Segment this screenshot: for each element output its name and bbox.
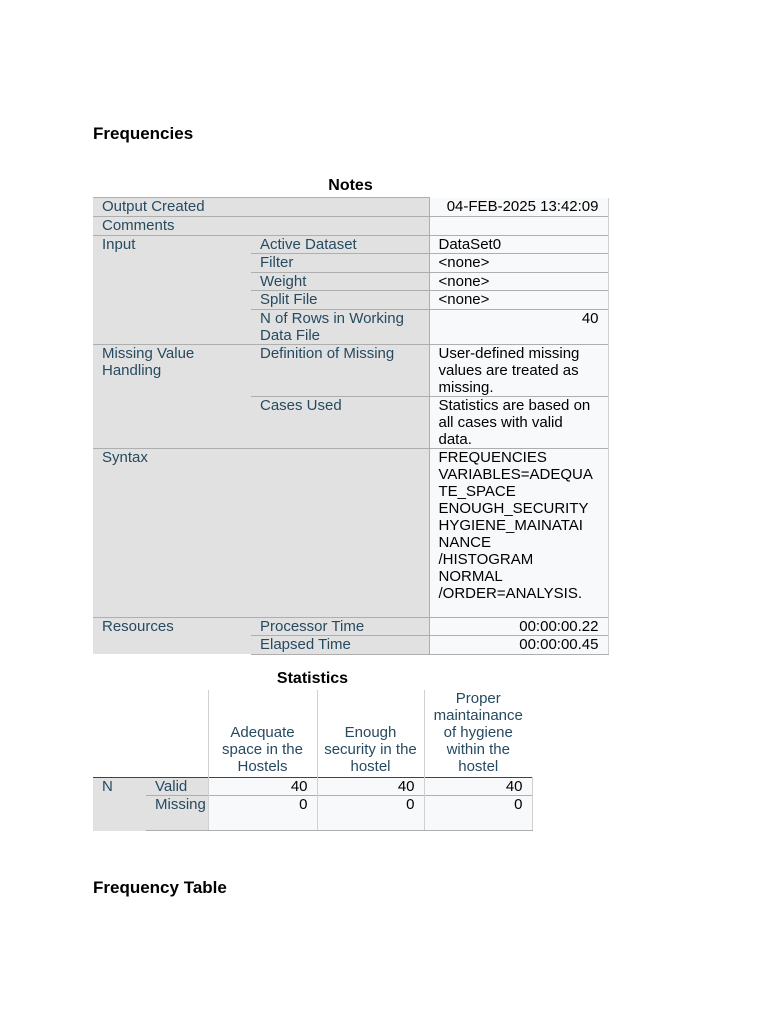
notes-label-input: Input — [93, 235, 251, 344]
stats-cell: 40 — [317, 778, 424, 796]
notes-title: Notes — [328, 177, 373, 194]
statistics-table — [93, 690, 533, 831]
stats-row-label-valid: Valid — [146, 778, 208, 796]
notes-label-syntax: Syntax — [93, 448, 429, 617]
notes-label-weight: Weight — [251, 272, 429, 291]
syntax-line: HYGIENE_MAINATAI — [438, 516, 583, 534]
stats-cell: 0 — [317, 796, 424, 831]
stats-row-group-n: N — [93, 778, 146, 831]
notes-label-missing-value-handling: Missing Value Handling — [93, 344, 251, 448]
notes-value-filter: <none> — [429, 254, 608, 273]
stats-column-header: Proper maintainance of hygiene within the hostel — [424, 690, 532, 778]
syntax-line: /ORDER=ANALYSIS. — [438, 584, 583, 602]
syntax-line: /HISTOGRAM — [438, 550, 534, 568]
notes-label-comments: Comments — [93, 217, 429, 236]
notes-label-split-file: Split File — [251, 291, 429, 310]
syntax-line: NORMAL — [438, 567, 503, 585]
stats-column-header: Enough security in the hostel — [317, 690, 424, 778]
stats-cell: 0 — [208, 796, 317, 831]
statistics-title: Statistics — [276, 670, 349, 687]
frequencies-heading: Frequencies — [93, 124, 194, 143]
stats-cell: 40 — [208, 778, 317, 796]
notes-value-syntax — [429, 448, 608, 617]
notes-value-weight: <none> — [429, 272, 608, 291]
stats-cell: 0 — [424, 796, 532, 831]
notes-value-elapsed-time: 00:00:00.45 — [429, 636, 608, 655]
notes-label-output-created: Output Created — [93, 198, 429, 217]
notes-value-split-file: <none> — [429, 291, 608, 310]
notes-label-resources: Resources — [93, 617, 251, 654]
syntax-line: NANCE — [438, 533, 492, 551]
syntax-line: VARIABLES=ADEQUA — [438, 465, 593, 483]
stats-row-label-missing: Missing — [146, 796, 208, 831]
frequency-table-heading: Frequency Table — [93, 878, 227, 897]
notes-label-cases-used: Cases Used — [251, 396, 429, 448]
notes-label-filter: Filter — [251, 254, 429, 273]
notes-table — [93, 197, 609, 655]
syntax-line: TE_SPACE — [438, 482, 516, 500]
notes-label-active-dataset: Active Dataset — [251, 235, 429, 254]
syntax-line: FREQUENCIES — [438, 448, 547, 466]
notes-label-processor-time: Processor Time — [251, 617, 429, 636]
notes-label-elapsed-time: Elapsed Time — [251, 636, 429, 655]
notes-value-cases-used: Statistics are based on all cases with valid data. — [429, 396, 608, 448]
stats-cell: 40 — [424, 778, 532, 796]
notes-value-definition-of-missing: User-defined missing values are treated as missing. — [429, 344, 608, 396]
notes-value-processor-time: 00:00:00.22 — [429, 617, 608, 636]
notes-value-active-dataset: DataSet0 — [429, 235, 608, 254]
notes-value-n-rows: 40 — [429, 309, 608, 344]
syntax-line: ENOUGH_SECURITY — [438, 499, 589, 517]
stats-corner — [93, 690, 208, 778]
notes-value-comments — [429, 217, 608, 236]
notes-label-n-rows: N of Rows in Working Data File — [251, 309, 429, 344]
notes-label-definition-of-missing: Definition of Missing — [251, 344, 429, 396]
stats-column-header: Adequate space in the Hostels — [208, 690, 317, 778]
notes-value-output-created: 04-FEB-2025 13:42:09 — [429, 198, 608, 217]
